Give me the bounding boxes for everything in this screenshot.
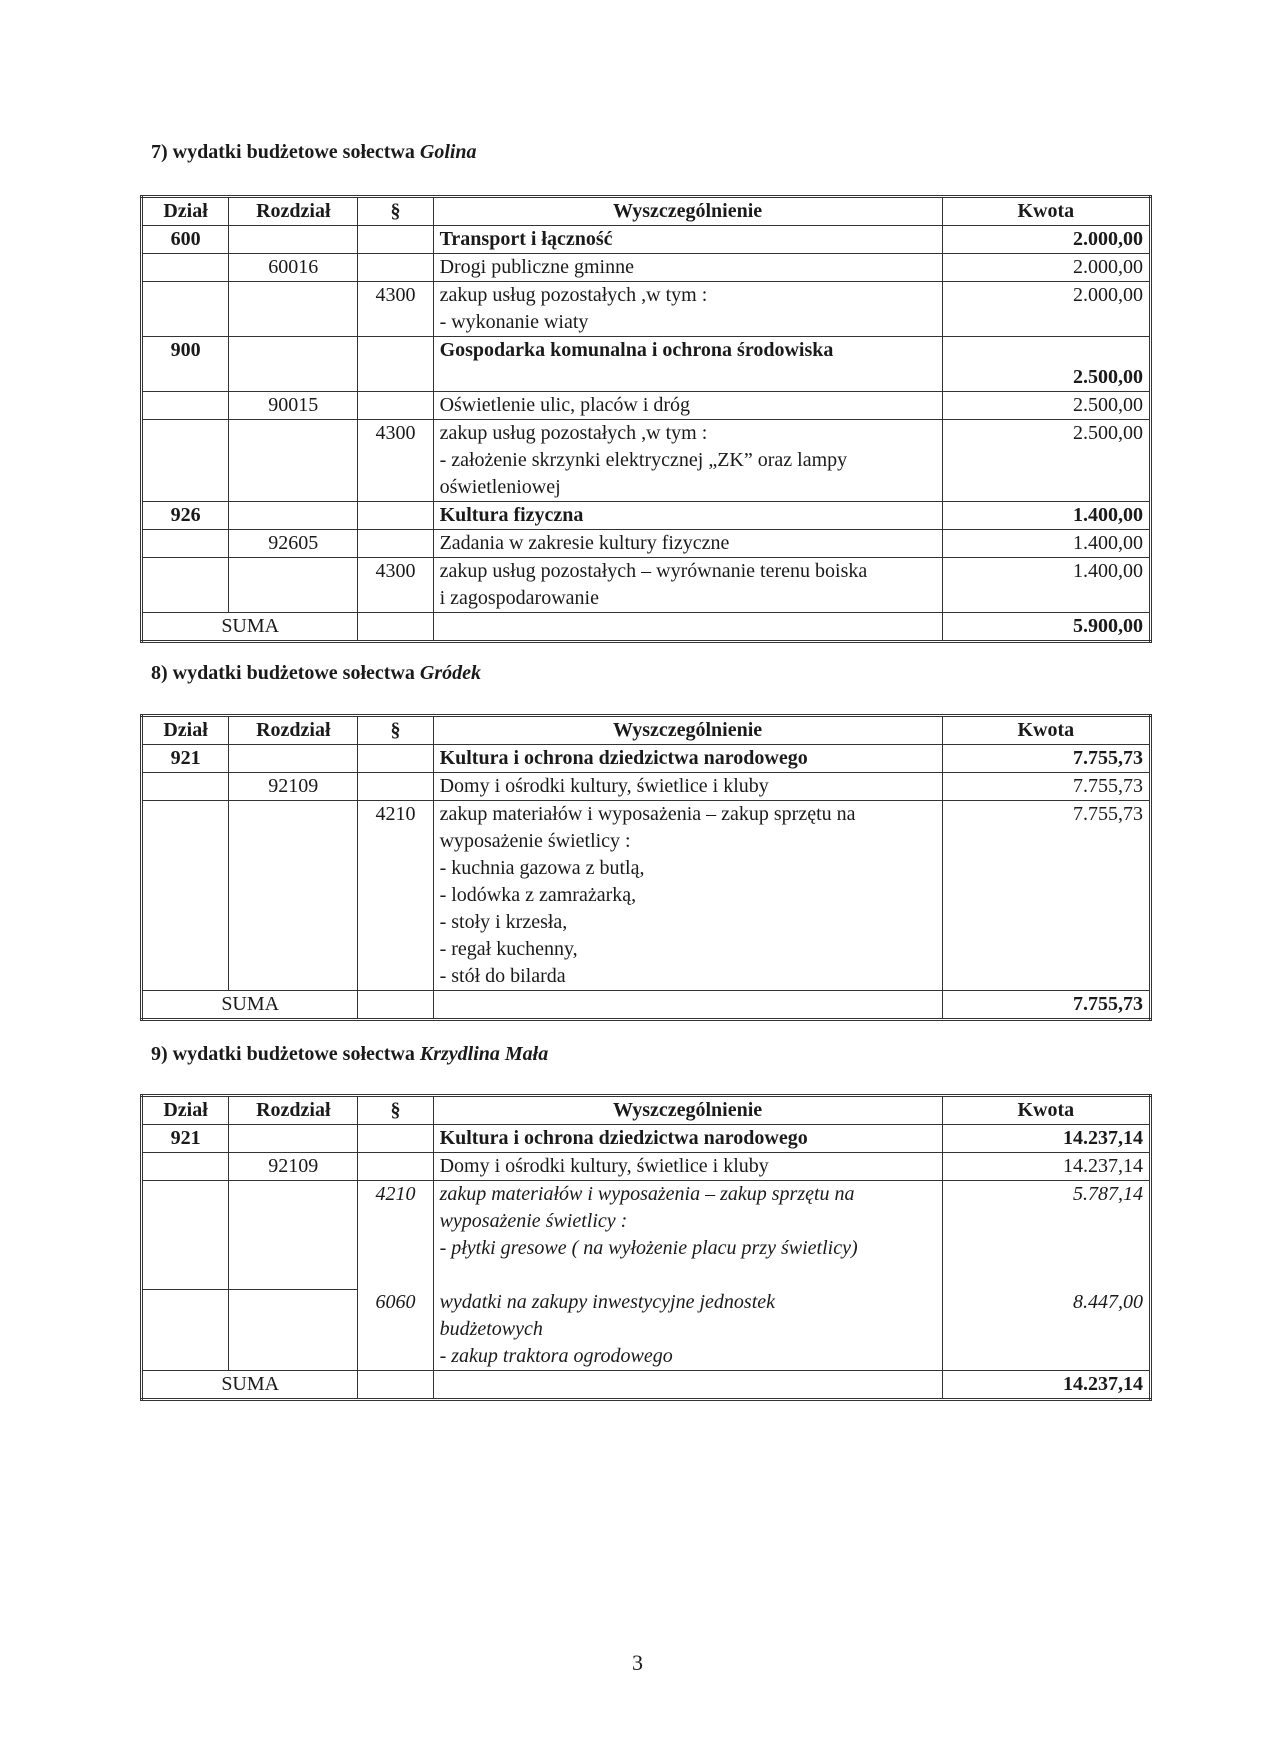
cell-dzial: 921: [142, 745, 229, 773]
cell-paragraf: 4210: [358, 801, 433, 991]
cell-paragraf: 6060: [358, 1289, 433, 1371]
description-line: - wykonanie wiaty: [439, 311, 589, 333]
cell-paragraf: [358, 226, 433, 254]
cell-wyszczegolnienie: [433, 991, 942, 1020]
table-row: [142, 282, 1151, 337]
sum-value: 7.755,73: [942, 991, 1150, 1020]
cell-rozdzial: [229, 282, 358, 337]
cell-paragraf: [358, 1153, 433, 1181]
cell-dzial: 921: [142, 1125, 229, 1153]
sum-label: SUMA: [142, 991, 358, 1020]
description-line: i zagospodarowanie: [439, 587, 599, 609]
section-title-prefix: 9) wydatki budżetowe sołectwa: [151, 1043, 415, 1065]
cell-wyszczegolnienie: [433, 613, 942, 642]
page-number: 3: [632, 1650, 643, 1675]
sum-row: [142, 613, 1151, 642]
section-title-name: Krzydlina Mała: [419, 1043, 549, 1065]
cell-wyszczegolnienie: Oświetlenie ulic, placów i dróg: [433, 392, 942, 420]
cell-wyszczegolnienie: [433, 1181, 942, 1290]
cell-dzial: [142, 392, 229, 420]
cell-kwota: 7.755,73: [942, 745, 1150, 773]
header-dzial: Dział: [142, 716, 229, 745]
sum-row: [142, 1371, 1151, 1400]
description-line: - stoły i krzesła,: [439, 911, 568, 933]
cell-kwota: 2.500,00: [942, 337, 1150, 392]
description-line: zakup materiałów i wyposażenia – zakup sprzętu na: [439, 803, 856, 825]
cell-paragraf: [358, 773, 433, 801]
section-title-name: Gródek: [419, 662, 481, 684]
cell-kwota: 14.237,14: [942, 1125, 1150, 1153]
description-line: wyposażenie świetlicy :: [439, 1210, 628, 1232]
header-rozdzial: Rozdział: [229, 1096, 358, 1125]
cell-wyszczegolnienie: [433, 282, 942, 337]
cell-wyszczegolnienie: Kultura i ochrona dziedzictwa narodowego: [433, 1125, 942, 1153]
header-kwota: Kwota: [942, 716, 1150, 745]
cell-rozdzial: 92109: [229, 1153, 358, 1181]
cell-wyszczegolnienie: Transport i łączność: [433, 226, 942, 254]
description-line: - regał kuchenny,: [439, 938, 578, 960]
description-line: zakup materiałów i wyposażenia – zakup sprzętu na: [439, 1183, 855, 1205]
description-line: - płytki gresowe ( na wyłożenie placu przy świetlicy): [439, 1237, 858, 1259]
sum-row: [142, 991, 1151, 1020]
cell-dzial: [142, 1289, 229, 1371]
cell-dzial: [142, 254, 229, 282]
cell-rozdzial: [229, 420, 358, 502]
cell-rozdzial: [229, 745, 358, 773]
description-line: oświetleniowej: [439, 476, 561, 498]
cell-kwota: 2.000,00: [942, 282, 1150, 337]
cell-rozdzial: [229, 1181, 358, 1290]
cell-dzial: [142, 282, 229, 337]
cell-dzial: 926: [142, 502, 229, 530]
cell-paragraf: [358, 1371, 433, 1400]
table-row: [142, 226, 1151, 254]
table-header-row: [142, 197, 1151, 226]
section-title-name: Golina: [419, 141, 477, 163]
header-wyszczegolnienie: Wyszczególnienie: [433, 716, 942, 745]
cell-kwota: 2.000,00: [942, 226, 1150, 254]
cell-wyszczegolnienie: Domy i ośrodki kultury, świetlice i kluby: [433, 1153, 942, 1181]
cell-dzial: [142, 1153, 229, 1181]
description-line: zakup usług pozostałych – wyrównanie terenu boiska: [439, 560, 868, 582]
header-paragraf: §: [358, 197, 433, 226]
header-paragraf: §: [358, 716, 433, 745]
cell-wyszczegolnienie: Kultura i ochrona dziedzictwa narodowego: [433, 745, 942, 773]
table-row: [142, 773, 1151, 801]
table-row: [142, 1125, 1151, 1153]
header-dzial: Dział: [142, 197, 229, 226]
cell-kwota: 5.787,14: [942, 1181, 1150, 1290]
cell-paragraf: [358, 337, 433, 392]
description-line: - zakup traktora ogrodowego: [439, 1345, 673, 1367]
cell-paragraf: [358, 502, 433, 530]
section-title-prefix: 8) wydatki budżetowe sołectwa: [151, 662, 415, 684]
section-title-grodek: [151, 662, 481, 685]
table-header-row: [142, 1096, 1151, 1125]
header-kwota: Kwota: [942, 1096, 1150, 1125]
header-wyszczegolnienie: Wyszczególnienie: [433, 197, 942, 226]
header-paragraf: §: [358, 1096, 433, 1125]
cell-rozdzial: [229, 558, 358, 613]
cell-rozdzial: [229, 502, 358, 530]
cell-wyszczegolnienie: [433, 420, 942, 502]
description-line: zakup usług pozostałych ,w tym :: [439, 422, 708, 444]
header-rozdzial: Rozdział: [229, 197, 358, 226]
cell-wyszczegolnienie: Gospodarka komunalna i ochrona środowiska: [433, 337, 942, 392]
table-row: [142, 1153, 1151, 1181]
budget-table-grodek: [140, 714, 1152, 1021]
cell-kwota: 1.400,00: [942, 558, 1150, 613]
description-line: - założenie skrzynki elektrycznej „ZK” oraz lampy: [439, 449, 848, 471]
table-row: [142, 1181, 1151, 1290]
table-row: [142, 745, 1151, 773]
table-row: [142, 502, 1151, 530]
section-title-golina: [151, 141, 477, 164]
table-row: [142, 530, 1151, 558]
cell-rozdzial: 90015: [229, 392, 358, 420]
cell-paragraf: [358, 392, 433, 420]
sum-value: 14.237,14: [942, 1371, 1150, 1400]
cell-rozdzial: [229, 1289, 358, 1371]
cell-wyszczegolnienie: [433, 801, 942, 991]
cell-wyszczegolnienie: Zadania w zakresie kultury fizyczne: [433, 530, 942, 558]
cell-rozdzial: 92109: [229, 773, 358, 801]
cell-kwota: 1.400,00: [942, 502, 1150, 530]
cell-wyszczegolnienie: [433, 558, 942, 613]
cell-kwota: 14.237,14: [942, 1153, 1150, 1181]
cell-dzial: 600: [142, 226, 229, 254]
cell-rozdzial: [229, 226, 358, 254]
header-wyszczegolnienie: Wyszczególnienie: [433, 1096, 942, 1125]
table-row: [142, 420, 1151, 502]
table-row: [142, 337, 1151, 392]
cell-wyszczegolnienie: [433, 1289, 942, 1371]
cell-dzial: [142, 801, 229, 991]
table-row: [142, 801, 1151, 991]
cell-paragraf: [358, 613, 433, 642]
table-row: [142, 254, 1151, 282]
header-rozdzial: Rozdział: [229, 716, 358, 745]
description-line: wydatki na zakupy inwestycyjne jednostek: [439, 1291, 776, 1313]
cell-wyszczegolnienie: [433, 1371, 942, 1400]
header-kwota: Kwota: [942, 197, 1150, 226]
cell-paragraf: [358, 530, 433, 558]
cell-rozdzial: 92605: [229, 530, 358, 558]
cell-paragraf: 4300: [358, 420, 433, 502]
sum-label: SUMA: [142, 613, 358, 642]
cell-dzial: [142, 530, 229, 558]
table-header-row: [142, 716, 1151, 745]
sum-value: 5.900,00: [942, 613, 1150, 642]
cell-rozdzial: [229, 801, 358, 991]
description-line: - kuchnia gazowa z butlą,: [439, 857, 645, 879]
description-line: budżetowych: [439, 1318, 543, 1340]
section-title-krzydlina-mala: [151, 1043, 548, 1066]
cell-rozdzial: [229, 1125, 358, 1153]
cell-paragraf: 4300: [358, 558, 433, 613]
cell-kwota: 2.000,00: [942, 254, 1150, 282]
cell-kwota: 8.447,00: [942, 1289, 1150, 1371]
cell-paragraf: 4210: [358, 1181, 433, 1290]
cell-kwota: 1.400,00: [942, 530, 1150, 558]
cell-paragraf: [358, 745, 433, 773]
cell-wyszczegolnienie: Domy i ośrodki kultury, świetlice i kluby: [433, 773, 942, 801]
table-row: [142, 1289, 1151, 1371]
description-line: wyposażenie świetlicy :: [439, 830, 631, 852]
budget-table-golina: [140, 195, 1152, 643]
cell-rozdzial: [229, 337, 358, 392]
cell-dzial: 900: [142, 337, 229, 392]
cell-dzial: [142, 1181, 229, 1290]
cell-dzial: [142, 558, 229, 613]
sum-label: SUMA: [142, 1371, 358, 1400]
cell-dzial: [142, 773, 229, 801]
cell-kwota: 7.755,73: [942, 801, 1150, 991]
header-dzial: Dział: [142, 1096, 229, 1125]
cell-kwota: 2.500,00: [942, 392, 1150, 420]
cell-paragraf: [358, 991, 433, 1020]
budget-table-krzydlina-mala: [140, 1094, 1152, 1401]
description-line: - lodówka z zamrażarką,: [439, 884, 637, 906]
description-line: - stół do bilarda: [439, 965, 566, 987]
cell-dzial: [142, 420, 229, 502]
section-title-prefix: 7) wydatki budżetowe sołectwa: [151, 141, 415, 163]
cell-rozdzial: 60016: [229, 254, 358, 282]
table-row: [142, 392, 1151, 420]
cell-paragraf: 4300: [358, 282, 433, 337]
cell-kwota: 2.500,00: [942, 420, 1150, 502]
table-row: [142, 558, 1151, 613]
cell-wyszczegolnienie: Kultura fizyczna: [433, 502, 942, 530]
cell-wyszczegolnienie: Drogi publiczne gminne: [433, 254, 942, 282]
cell-paragraf: [358, 254, 433, 282]
cell-kwota: 7.755,73: [942, 773, 1150, 801]
description-line: zakup usług pozostałych ,w tym :: [439, 284, 708, 306]
cell-paragraf: [358, 1125, 433, 1153]
